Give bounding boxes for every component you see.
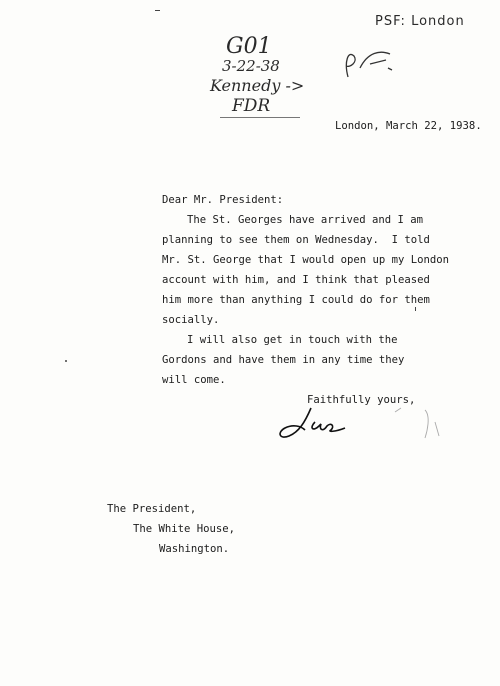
letter-dateline: London, March 22, 1938. [335, 120, 482, 132]
file-mark-recipient: FDR [232, 96, 271, 116]
body-line-4: account with him, and I think that pleased [162, 274, 430, 286]
body-line-9: will come. [162, 374, 226, 386]
body-line-3: Mr. St. George that I would open up my London [162, 254, 450, 266]
letter-salutation: Dear Mr. President: [162, 194, 284, 206]
initials-scrawl [340, 42, 410, 82]
archive-annotation: PSF: London [375, 14, 465, 29]
body-line-5: him more than anything I could do for them [162, 294, 430, 306]
letter-closing: Faithfully yours, [307, 394, 416, 406]
top-tick-mark [155, 10, 160, 11]
address-line-1: The President, [107, 503, 197, 515]
signature [275, 402, 455, 452]
body-line-7: I will also get in touch with the [187, 334, 398, 346]
address-line-2: The White House, [133, 523, 236, 535]
left-dot-mark [65, 360, 67, 362]
file-mark-number: G01 [226, 34, 272, 59]
stray-mark [415, 307, 416, 311]
file-mark-name: Kennedy -> [210, 76, 305, 95]
file-mark-date: 3-22-38 [222, 57, 280, 75]
body-line-8: Gordons and have them in any time they [162, 354, 405, 366]
body-line-2: planning to see them on Wednesday. I told [162, 234, 430, 246]
body-line-6: socially. [162, 314, 220, 326]
body-line-1: The St. Georges have arrived and I am [187, 214, 423, 226]
address-line-3: Washington. [159, 543, 230, 555]
file-mark-underline [220, 117, 300, 118]
